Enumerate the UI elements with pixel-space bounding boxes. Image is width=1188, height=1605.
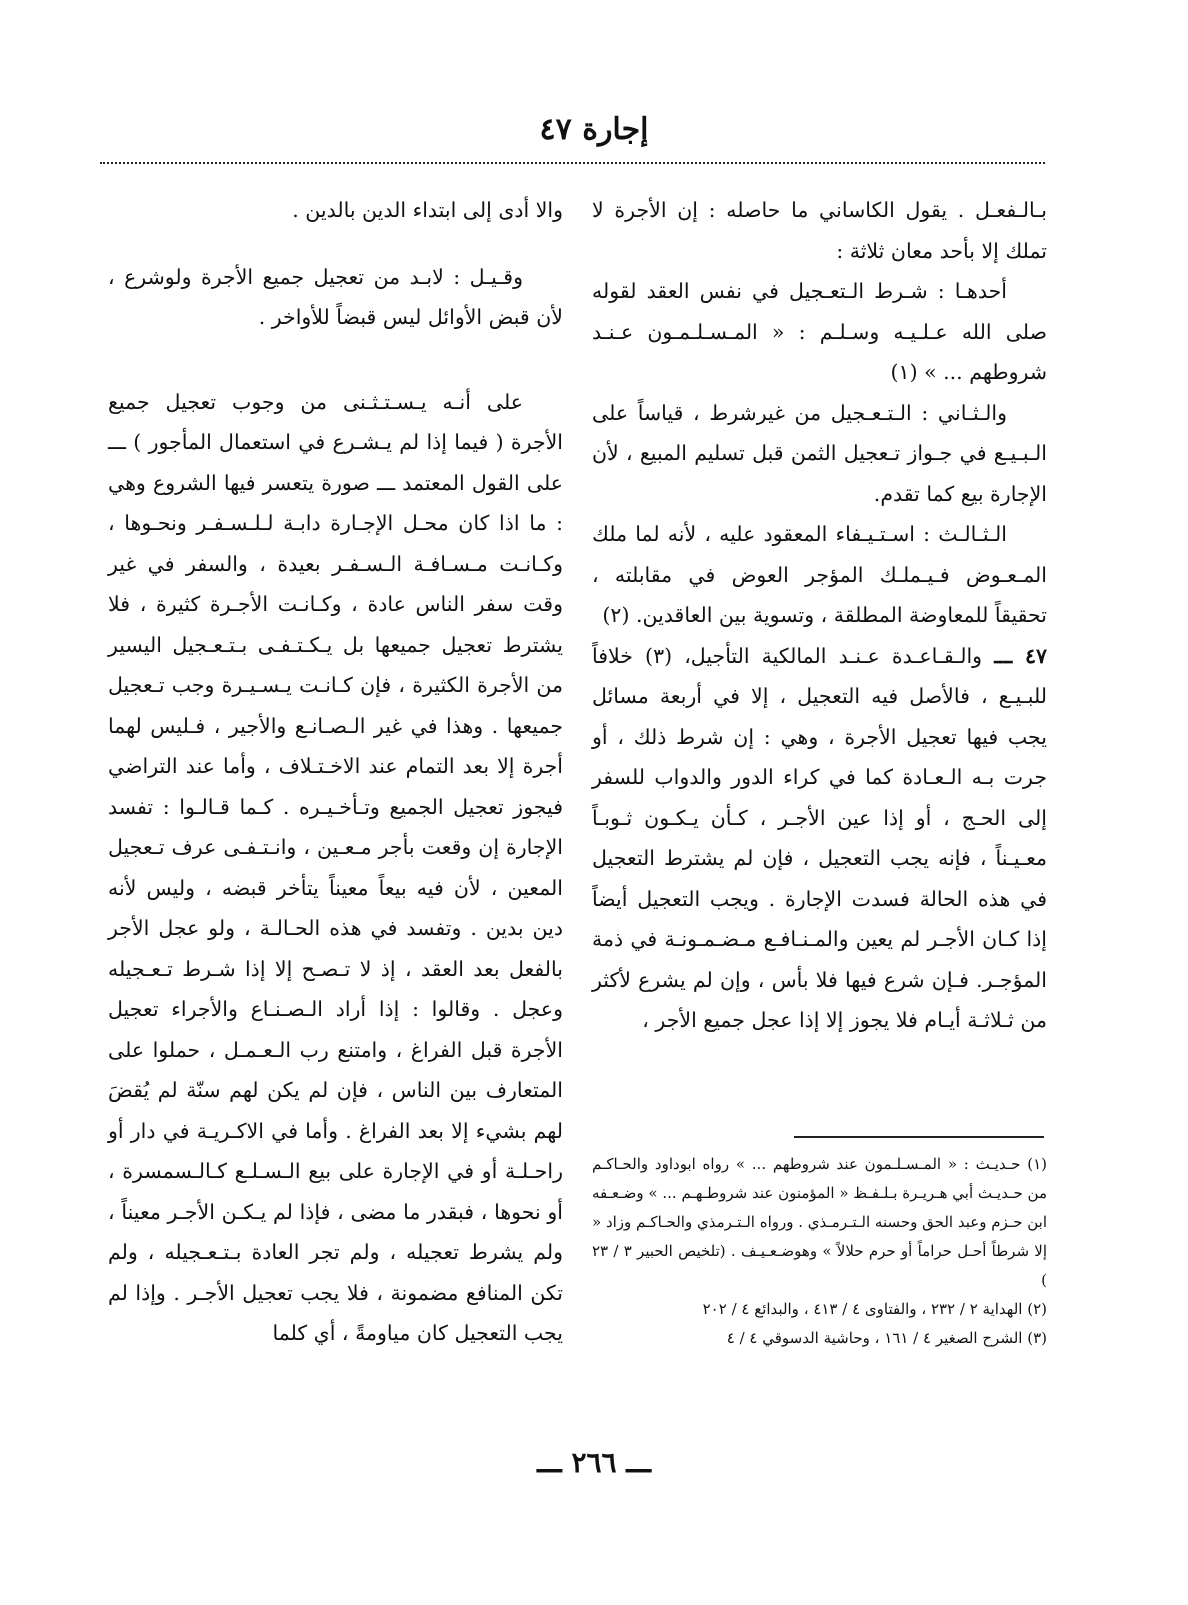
paragraph: بـالـفعـل . يقول الكاساني ما حاصله : إن الأجرة لا تملك إلا بأحد معان ثلاثة : xyxy=(592,198,1047,263)
left-column xyxy=(108,190,563,1354)
paragraph: والا أدى إلى ابتداء الدين بالدين . xyxy=(292,198,563,222)
page-header-title: إجارة ٤٧ xyxy=(539,112,649,147)
footnote-divider xyxy=(794,1136,1044,1138)
paragraph-numbered xyxy=(592,636,1047,1041)
paragraph-text: والـقـاعـدة عـنـد المالكية التأجيل، (٣) خلافاً للبـيـع ، فالأصل فيه التعجيل ، إلا في أربعة مسائل يجب فيها تعجيل الأجرة ، وهي : إن شرط ذلك ، أو جرت بـه الـعـادة كما في كراء الدور والدواب للسفر إلى الحـج ، أو إذا عين الأجـر ، كـأن يـكـون ثـوبـاً معـيـناً ، فإنه يجب التعجيل ، فإن لم يشترط التعجيل في هذه الحالة فسدت الإجارة . ويجب التعجيل أيضاً إذا كـان الأجـر لم يعين والمـنـافـع مـضـمـونـة في ذمة المؤجـر. فـإن شرع فيها فلا بأس ، وإن لم يشرع لأكثر من ثـلاثـة أيـام فلا يجوز إلا إذا عجل جميع الأجر ، xyxy=(592,643,1047,1032)
right-column xyxy=(592,190,1047,1041)
paragraph: أحدهـا : شـرط الـتعـجيل في نفس العقد لقوله صلى الله عـلـيـه وسـلـم : « المـسـلـمـون عـنـد شروطهم ... » (١) xyxy=(592,279,1047,384)
header-divider xyxy=(100,162,1045,164)
paragraph: وقـيـل : لابـد من تعجيل جميع الأجرة ولوشرع ، لأن قبض الأوائل ليس قبضاً للأواخر . xyxy=(108,264,563,329)
footnotes xyxy=(592,1150,1047,1353)
footnote: (٢) الهداية ٢ / ٢٣٢ ، والفتاوى ٤ / ٤١٣ ، والبدائع ٤ / ٢٠٢ xyxy=(702,1300,1047,1318)
paragraph: والـثـاني : الـتـعـجيل من غيرشرط ، قياساً على الـبـيـع في جـواز تـعجيل الثمن قبل تسليم المبيع ، لأن الإجارة بيع كما تقدم. xyxy=(592,400,1047,506)
page-number: ـــ ٢٦٦ ـــ xyxy=(537,1446,651,1479)
footnote: (٣) الشرح الصغير ٤ / ١٦١ ، وحاشية الدسوقي ٤ / ٤ xyxy=(726,1329,1047,1347)
paragraph-number: ٤٧ ـــ xyxy=(994,643,1048,668)
paragraph: الـثـالـث : اسـتـيـفاء المعقود عليه ، لأنه لما ملك المـعـوض فـيـملـك المؤجر العوض في مقابلته ، تحقيقاً للمعاوضة المطلقة ، وتسوية بين العاقدين. (٢) xyxy=(592,522,1047,627)
footnote: (١) حـديـث : « المـسـلـمون عند شروطهم ... » رواه ابوداود والحـاكـم من حـديـث أبي هـريـرة بـلـفـظ « المؤمنون عند شروطـهـم ... » وضـعـفه ابن حـزم وعبد الحق وحسنه الـتـرمـذي . ورواه الـتـرمذي والحـاكـم وزاد « إلا شرطاً أحـل حراماً أو حرم حلالاً » وهوضـعـيـف . (تلخيص الحبير ٣ / ٢٣ ) xyxy=(592,1155,1047,1289)
paragraph: على أنـه يـسـتـثـنى من وجوب تعجيل جميع الأجرة ( فيما إذا لم يـشـرع في استعمال المأجور ) ـــ على القول المعتمد ـــ صورة يتعسر فيها الشروع وهي : ما اذا كان محـل الإجـارة دابـة لـلـسـفـر ونحـوها ، وكـانـت مـسـافـة الـسـفـر بعيدة ، والسفر في غير وقت سفر الناس عادة ، وكـانـت الأجـرة كثيرة ، فلا يشترط تعجيل جميعها بل يـكـتـفـى بـتـعـجيل اليسير من الأجرة الكثيرة ، فإن كـانـت يـسـيـرة وجب تـعجيل جميعها . وهذا في غير الـصـانـع والأجير ، فـليس لهما أجرة إلا بعد التمام عند الاخـتـلاف ، وأما عند التراضي فيجوز تعجيل الجميع وتـأخـيـره . كـما قـالـوا : تفسد الإجارة إن وقعت بأجر مـعـين ، وانـتـفـى عرف تـعجيل المعين ، لأن فيه بيعاً معيناً يتأخر قبضه ، وليس لأنه دين بدين . وتفسد في هذه الحـالـة ، ولو عجل الأجر بالفعل بعد العقد ، إذ لا تـصـح إلا إذا شـرط تـعـجيله وعجل . وقالوا : إذا أراد الـصـنـاع والأجراء تعجيل الأجرة قبل الفراغ ، وامتنع رب الـعـمـل ، حملوا على المتعارف بين الناس ، فإن لم يكن لهم سنّة لم يُقضَ لهم بشيء إلا بعد الفراغ . وأما في الاكـريـة في دار أو راحـلـة أو في الإجارة على بيع الـسـلـع كـالـسمسرة ، أو نحوها ، فبقدر ما مضى ، فإذا لم يـكـن الأجـر معيناً ، ولم يشرط تعجيله ، ولم تجر العادة بـتـعـجيله ، ولم تكن المنافع مضمونة ، فلا يجب تعجيل الأجـر . وإذا لم يجب التعجيل كان مياومةً ، أي كلما xyxy=(108,389,563,1345)
